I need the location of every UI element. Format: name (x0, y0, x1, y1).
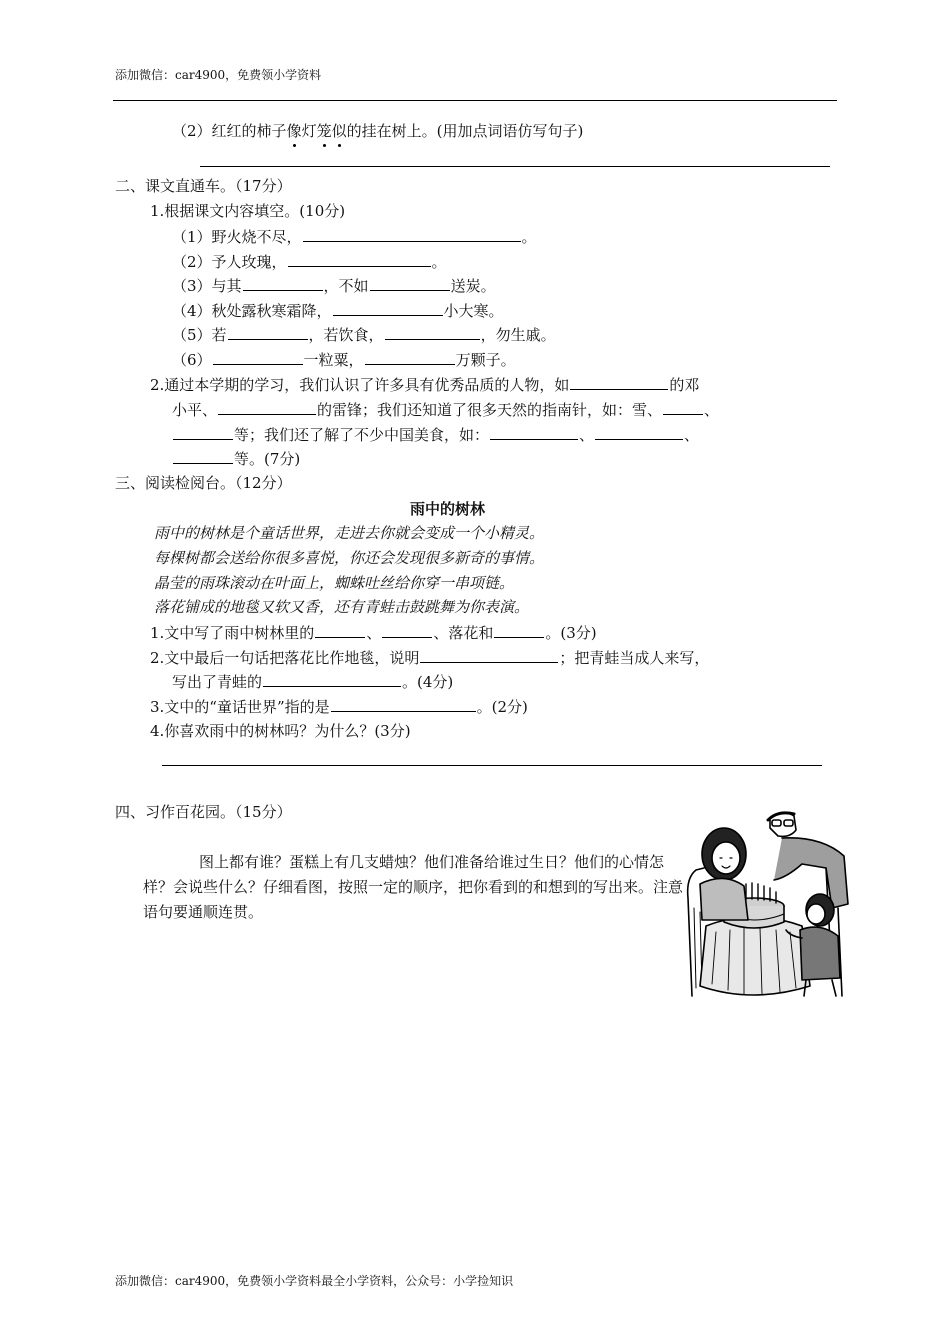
reading-question-2-line-2: 写出了青蛙的 。(4分) (172, 673, 454, 691)
section-heading-2: 二、课文直通车。（17分） (115, 177, 292, 195)
answer-blank[interactable] (365, 349, 455, 365)
answer-blank[interactable] (315, 622, 365, 638)
answer-line[interactable] (162, 765, 822, 766)
question-2-line-2: 小平、 的雷锋；我们还知道了很多天然的指南针，如：雪、 、 (172, 401, 720, 419)
reading-question-2-line-1: 2.文中最后一句话把落花比作地毯，说明 ；把青蛙当成人来写， (150, 649, 710, 667)
header-divider (113, 100, 837, 101)
fill-item-4: （4）秋处露秋寒霜降， 小大寒。 (172, 302, 504, 320)
answer-blank[interactable] (173, 424, 233, 440)
question-1: 1.根据课文内容填空。(10分) (150, 202, 346, 220)
reading-question-1: 1.文中写了雨中树林里的 、 、落花和 。(3分) (150, 624, 597, 642)
fill-item-5: （5）若 ，若饮食， ，勿生戚。 (172, 326, 556, 344)
page-header: 添加微信：car4900，免费领小学资料 (115, 68, 322, 82)
poem-line: 雨中的树林是个童话世界，走进去你就会变成一个小精灵。 (154, 524, 545, 542)
answer-blank[interactable] (570, 374, 668, 390)
poem-line: 晶莹的雨珠滚动在叶面上，蜘蛛吐丝给你穿一串项链。 (154, 574, 515, 592)
writing-prompt: 图上都有谁？蛋糕上有几支蜡烛？他们准备给谁过生日？他们的心情怎样？会说些什么？仔细看图，按照一定的顺序，把你看到的和想到的写出来。注意语句要通顺连贯。 (143, 853, 684, 921)
fill-item-1: （1）野火烧不尽， 。 (172, 228, 537, 246)
answer-blank[interactable] (288, 251, 431, 267)
answer-blank[interactable] (490, 424, 578, 440)
poem-line: 落花铺成的地毯又软又香，还有青蛙击鼓跳舞为你表演。 (154, 598, 530, 616)
dotted-char: 似 (331, 122, 347, 140)
answer-blank[interactable] (494, 622, 544, 638)
answer-blank[interactable] (420, 647, 558, 663)
question-2-line-3: 等；我们还了解了不少中国美食，如： 、 、 (172, 424, 699, 445)
answer-line[interactable] (200, 166, 830, 167)
answer-blank[interactable] (331, 696, 476, 712)
fill-item-3: （3）与其 ，不如 送炭。 (172, 277, 496, 295)
page-footer: 添加微信：car4900，免费领小学资料最全小学资料，公众号：小学捡知识 (115, 1274, 514, 1288)
section-heading-4: 四、习作百花园。（15分） (115, 803, 292, 821)
answer-blank[interactable] (333, 300, 443, 316)
answer-blank[interactable] (263, 671, 401, 687)
answer-blank[interactable] (370, 275, 450, 291)
question-2-line-4: 等。(7分) (172, 448, 300, 469)
fill-item-2: （2）予人玫瑰， 。 (172, 253, 447, 271)
reading-title: 雨中的树林 (410, 500, 486, 518)
answer-blank[interactable] (243, 275, 323, 291)
question-2-line-1: 2.通过本学期的学习，我们认识了许多具有优秀品质的人物，如 的邓 (150, 376, 700, 394)
birthday-illustration (682, 808, 854, 1000)
answer-blank[interactable] (228, 324, 308, 340)
q-imitate-sentence: （2）红红的柿子像灯笼似的挂在树上。(用加点词语仿写句子) (172, 122, 584, 140)
answer-blank[interactable] (218, 399, 316, 415)
dotted-char: 像 (286, 122, 302, 140)
fill-item-6: （6） 一粒粟， 万颗子。 (172, 351, 516, 369)
answer-blank[interactable] (595, 424, 683, 440)
answer-blank[interactable] (385, 324, 480, 340)
poem-line: 每棵树都会送给你很多喜悦，你还会发现很多新奇的事情。 (154, 549, 545, 567)
dotted-char: 笼 (316, 122, 332, 140)
answer-blank[interactable] (173, 448, 233, 464)
plain-char: 灯 (301, 122, 317, 140)
answer-blank[interactable] (303, 226, 521, 242)
answer-blank[interactable] (382, 622, 432, 638)
section-heading-3: 三、阅读检阅台。（12分） (115, 474, 292, 492)
reading-question-4: 4.你喜欢雨中的树林吗？为什么？(3分) (150, 722, 411, 740)
reading-question-3: 3.文中的“童话世界”指的是 。(2分) (150, 698, 528, 716)
answer-blank[interactable] (663, 399, 703, 415)
answer-blank[interactable] (213, 349, 303, 365)
